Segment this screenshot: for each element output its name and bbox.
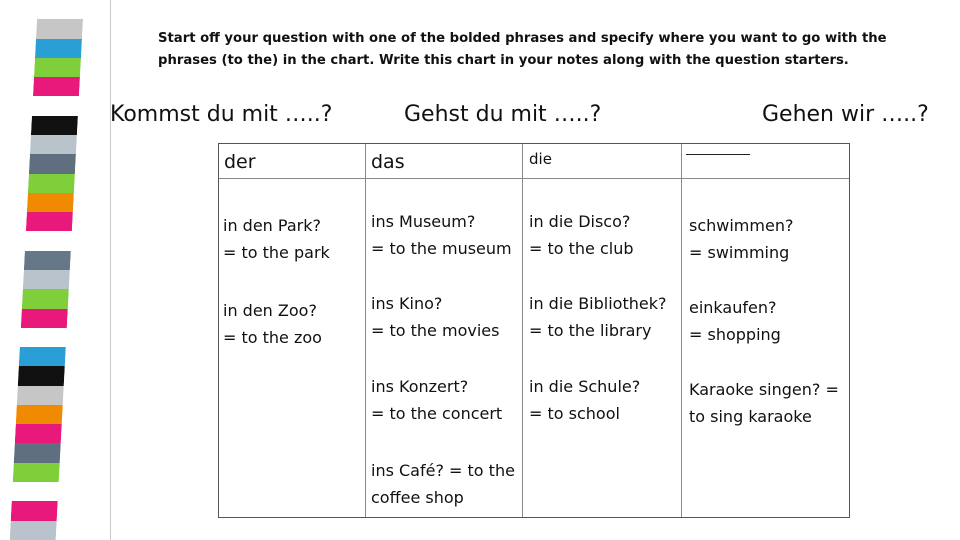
stripe-band xyxy=(35,39,82,58)
stripe-band xyxy=(37,0,84,19)
stripe-band xyxy=(23,270,70,289)
decorative-stripe-bar xyxy=(10,0,84,540)
header-der: der xyxy=(224,151,256,173)
cell-die-bibliothek: in die Bibliothek? = to the library xyxy=(529,294,667,340)
stripe-band xyxy=(13,463,60,482)
cell-das-konzert: ins Konzert? = to the concert xyxy=(371,377,503,423)
column-divider xyxy=(365,144,366,517)
cell-verb-einkaufen: einkaufen? = shopping xyxy=(689,298,781,344)
cell-das-cafe: ins Café? = to the coffee shop xyxy=(371,461,515,507)
stripe-band xyxy=(27,193,74,212)
header-row-divider xyxy=(219,178,849,179)
stripe-band xyxy=(34,58,81,77)
stripe-band xyxy=(26,212,73,231)
question-starter-gehst: Gehst du mit …..? xyxy=(404,102,602,127)
stripe-band xyxy=(30,135,77,154)
stripe-band xyxy=(22,289,69,308)
stripe-band xyxy=(28,174,75,193)
cell-der-park: in den Park? = to the park xyxy=(223,216,330,262)
stripe-band xyxy=(36,19,83,38)
cell-das-museum: ins Museum? = to the museum xyxy=(371,212,512,258)
stripe-band xyxy=(24,251,71,270)
slide-edge-divider xyxy=(110,0,111,540)
cell-der-zoo: in den Zoo? = to the zoo xyxy=(223,301,322,347)
question-starter-kommst: Kommst du mit …..? xyxy=(110,102,333,127)
phrase-chart xyxy=(218,143,850,518)
cell-die-schule: in die Schule? = to school xyxy=(529,377,641,423)
stripe-band xyxy=(20,328,67,347)
stripe-band xyxy=(12,482,59,501)
stripe-band xyxy=(17,386,64,405)
stripe-band xyxy=(18,366,65,385)
column-divider xyxy=(522,144,523,517)
stripe-band xyxy=(16,405,63,424)
stripe-band xyxy=(25,231,72,250)
question-starter-gehen-wir: Gehen wir …..? xyxy=(762,102,929,127)
stripe-band xyxy=(29,154,76,173)
stripe-band xyxy=(11,501,58,520)
stripe-band xyxy=(14,443,61,462)
cell-die-disco: in die Disco? = to the club xyxy=(529,212,634,258)
stripe-band xyxy=(33,77,80,96)
stripe-band xyxy=(32,96,79,115)
instructions-text: Start off your question with one of the bolded phrases and specify where you want to go with the phrases (to the) in the chart. Write this chart in your notes along with the question starters. xyxy=(158,31,887,68)
column-divider xyxy=(681,144,682,517)
header-die: die xyxy=(529,150,552,168)
cell-das-kino: ins Kino? = to the movies xyxy=(371,294,500,340)
stripe-band xyxy=(21,309,68,328)
stripe-band xyxy=(19,347,66,366)
stripe-band xyxy=(10,521,57,540)
cell-verb-karaoke: Karaoke singen? = to sing karaoke xyxy=(689,380,839,426)
stripe-band xyxy=(31,116,78,135)
stripe-band xyxy=(15,424,62,443)
header-das: das xyxy=(371,151,405,173)
cell-verb-schwimmen: schwimmen? = swimming xyxy=(689,216,794,262)
